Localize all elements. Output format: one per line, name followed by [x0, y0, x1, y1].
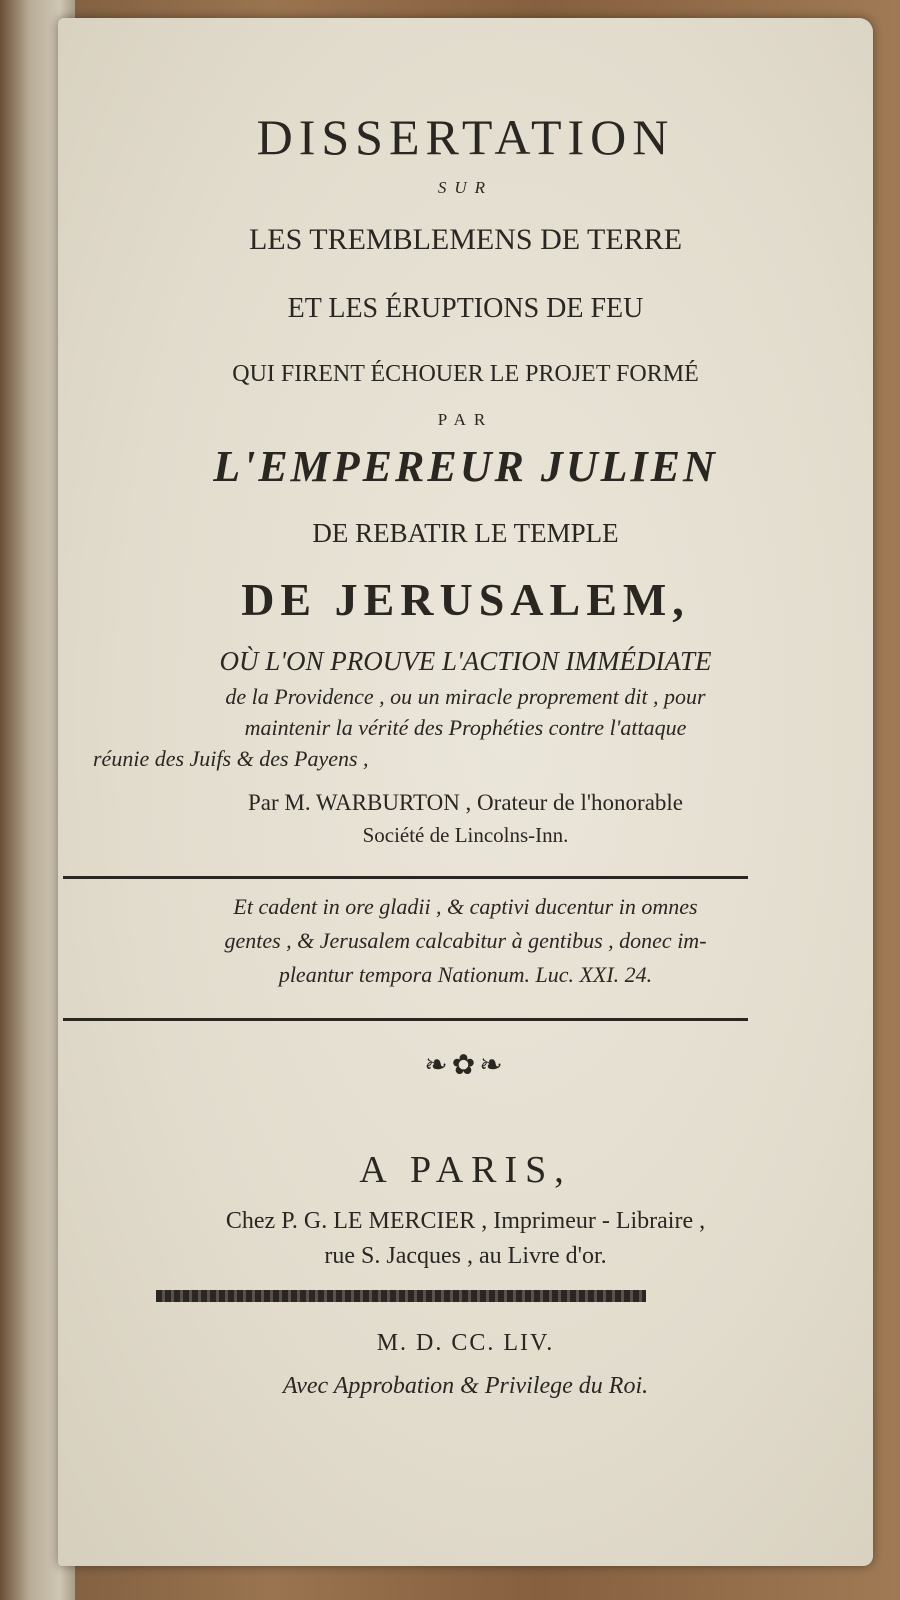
- subtitle-line: maintenir la vérité des Prophéties contre l'attaque: [244, 715, 687, 740]
- title: DISSERTATION: [256, 109, 675, 165]
- date: M. D. CC. LIV.: [376, 1330, 555, 1356]
- epigraph-line: gentes , & Jerusalem calcabitur à gentibus , donec im-: [224, 928, 707, 953]
- subtitle-line: OÙ L'ON PROUVE L'ACTION IMMÉDIATE: [219, 646, 712, 676]
- author-line: Société de Lincolns-Inn.: [362, 823, 569, 847]
- ornament-icon: ❧✿❧: [424, 1050, 507, 1081]
- title-line-2: ET LES ÉRUPTIONS DE FEU: [287, 293, 644, 324]
- par: PAR: [437, 410, 494, 429]
- subtitle-line: réunie des Juifs & des Payens ,: [93, 746, 369, 771]
- city: A PARIS,: [359, 1149, 572, 1191]
- privilege: Avec Approbation & Privilege du Roi.: [282, 1373, 649, 1399]
- title-line-3: QUI FIRENT ÉCHOUER LE PROJET FORMÉ: [232, 361, 699, 387]
- title-line-1: LES TREMBLEMENS DE TERRE: [248, 223, 683, 256]
- sur: SUR: [437, 178, 494, 197]
- title-page: [58, 18, 873, 1566]
- jerusalem: DE JERUSALEM,: [241, 574, 690, 625]
- ornamental-rule: [156, 1290, 646, 1302]
- author-line: Par M. WARBURTON , Orateur de l'honorable: [247, 790, 683, 815]
- epigraph-line: pleantur tempora Nationum. Luc. XXI. 24.: [278, 962, 653, 987]
- publisher-line: rue S. Jacques , au Livre d'or.: [324, 1243, 607, 1269]
- emperor: L'EMPEREUR JULIEN: [213, 442, 718, 491]
- divider: [63, 1018, 748, 1021]
- subtitle-line: de la Providence , ou un miracle proprement dit , pour: [225, 684, 706, 709]
- divider: [63, 876, 748, 879]
- publisher-line: Chez P. G. LE MERCIER , Imprimeur - Libraire ,: [225, 1208, 706, 1234]
- title-line-4: DE REBATIR LE TEMPLE: [312, 518, 619, 548]
- epigraph-line: Et cadent in ore gladii , & captivi ducentur in omnes: [233, 894, 698, 919]
